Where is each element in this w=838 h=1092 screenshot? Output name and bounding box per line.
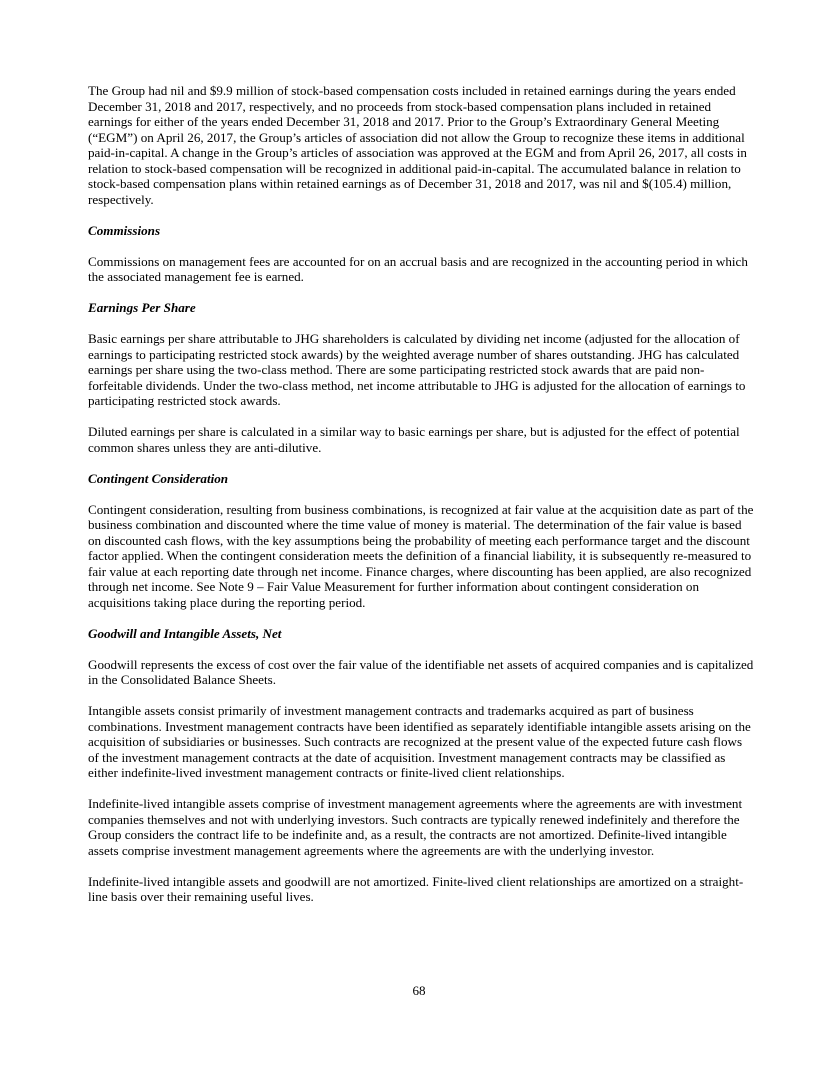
intangible-assets-paragraph: Intangible assets consist primarily of investment management contracts and trademarks acquired as part of business combinations. Investment management contracts have been identified as separately identifiable intangible assets arising on the acquisition of subsidiaries or businesses. Such contracts are recognized at the present value of the expected future cash flows of the investment management contracts at the date of acquisition. Investment management contracts may be classified as either indefinite-lived investment management contracts or finite-lived client relationships. [88, 703, 751, 780]
goodwill-heading: Goodwill and Intangible Assets, Net [88, 625, 282, 641]
basic-eps-paragraph: Basic earnings per share attributable to JHG shareholders is calculated by dividing net income (adjusted for the allocation of earnings to participating restricted stock awards) by the weighted average number of shares outstanding. JHG has calculated earnings per share using the two-class method. There are some participating restricted stock awards that are paid non-forfeitable dividends. Under the two-class method, net income attributable to JHG is adjusted for the allocation of earnings to participating restricted stock awards. [88, 331, 746, 408]
goodwill-paragraph: Goodwill represents the excess of cost over the fair value of the identifiable net assets of acquired companies and is capitalized in the Consolidated Balance Sheets. [88, 656, 754, 687]
diluted-eps-paragraph: Diluted earnings per share is calculated in a similar way to basic earnings per share, but is adjusted for the effect of potential common shares unless they are anti-dilutive. [88, 424, 740, 455]
stock-compensation-paragraph: The Group had nil and $9.9 million of stock-based compensation costs included in retained earnings during the years ended December 31, 2018 and 2017, respectively, and no proceeds from stock-based compensation plans included in retained earnings for either of the years ended December 31, 2018 and 2017. Prior to the Group’s Extraordinary General Meeting (“EGM”) on April 26, 2017, the Group’s articles of association did not allow the Group to recognize these items in additional paid-in-capital. A change in the Group’s articles of association was approved at the EGM and from April 26, 2017, all costs in relation to stock-based compensation will be recognized in additional paid-in-capital. The accumulated balance in relation to stock-based compensation plans within retained earnings as of December 31, 2018 and 2017, was nil and $(105.4) million, respectively. [88, 83, 747, 207]
amortization-paragraph: Indefinite-lived intangible assets and goodwill are not amortized. Finite-lived client relationships are amortized on a straight-line basis over their remaining useful lives. [88, 873, 744, 904]
indefinite-lived-paragraph: Indefinite-lived intangible assets comprise of investment management agreements where the agreements are with investment companies themselves and not with underlying investors. Such contracts are typically renewed indefinitely and therefore the Group considers the contract life to be indefinite and, as a result, the contracts are not amortized. Definite-lived intangible assets comprise investment management agreements where the agreements are with the underlying investor. [88, 796, 743, 858]
contingent-consideration-heading: Contingent Consideration [88, 470, 229, 486]
commissions-paragraph: Commissions on management fees are accounted for on an accrual basis and are recognized in the accounting period in which the associated management fee is earned. [88, 253, 748, 284]
page-number: 68 [412, 983, 426, 998]
contingent-consideration-paragraph: Contingent consideration, resulting from business combinations, is recognized at fair value at the acquisition date as part of the business combination and discounted where the time value of money is material. The determination of the fair value is based on discounted cash flows, with the key assumptions being the probability of meeting each performance target and the discount factor applied. When the contingent consideration meets the definition of a financial liability, it is subsequently re-measured to fair value at each reporting date through net income. Finance charges, where discounting has been applied, are also recognized through net income. See Note 9 – Fair Value Measurement for further information about contingent consideration on acquisitions taking place during the reporting period. [88, 501, 754, 610]
commissions-heading: Commissions [88, 222, 161, 238]
earnings-per-share-heading: Earnings Per Share [88, 300, 196, 315]
document-body [88, 83, 754, 920]
